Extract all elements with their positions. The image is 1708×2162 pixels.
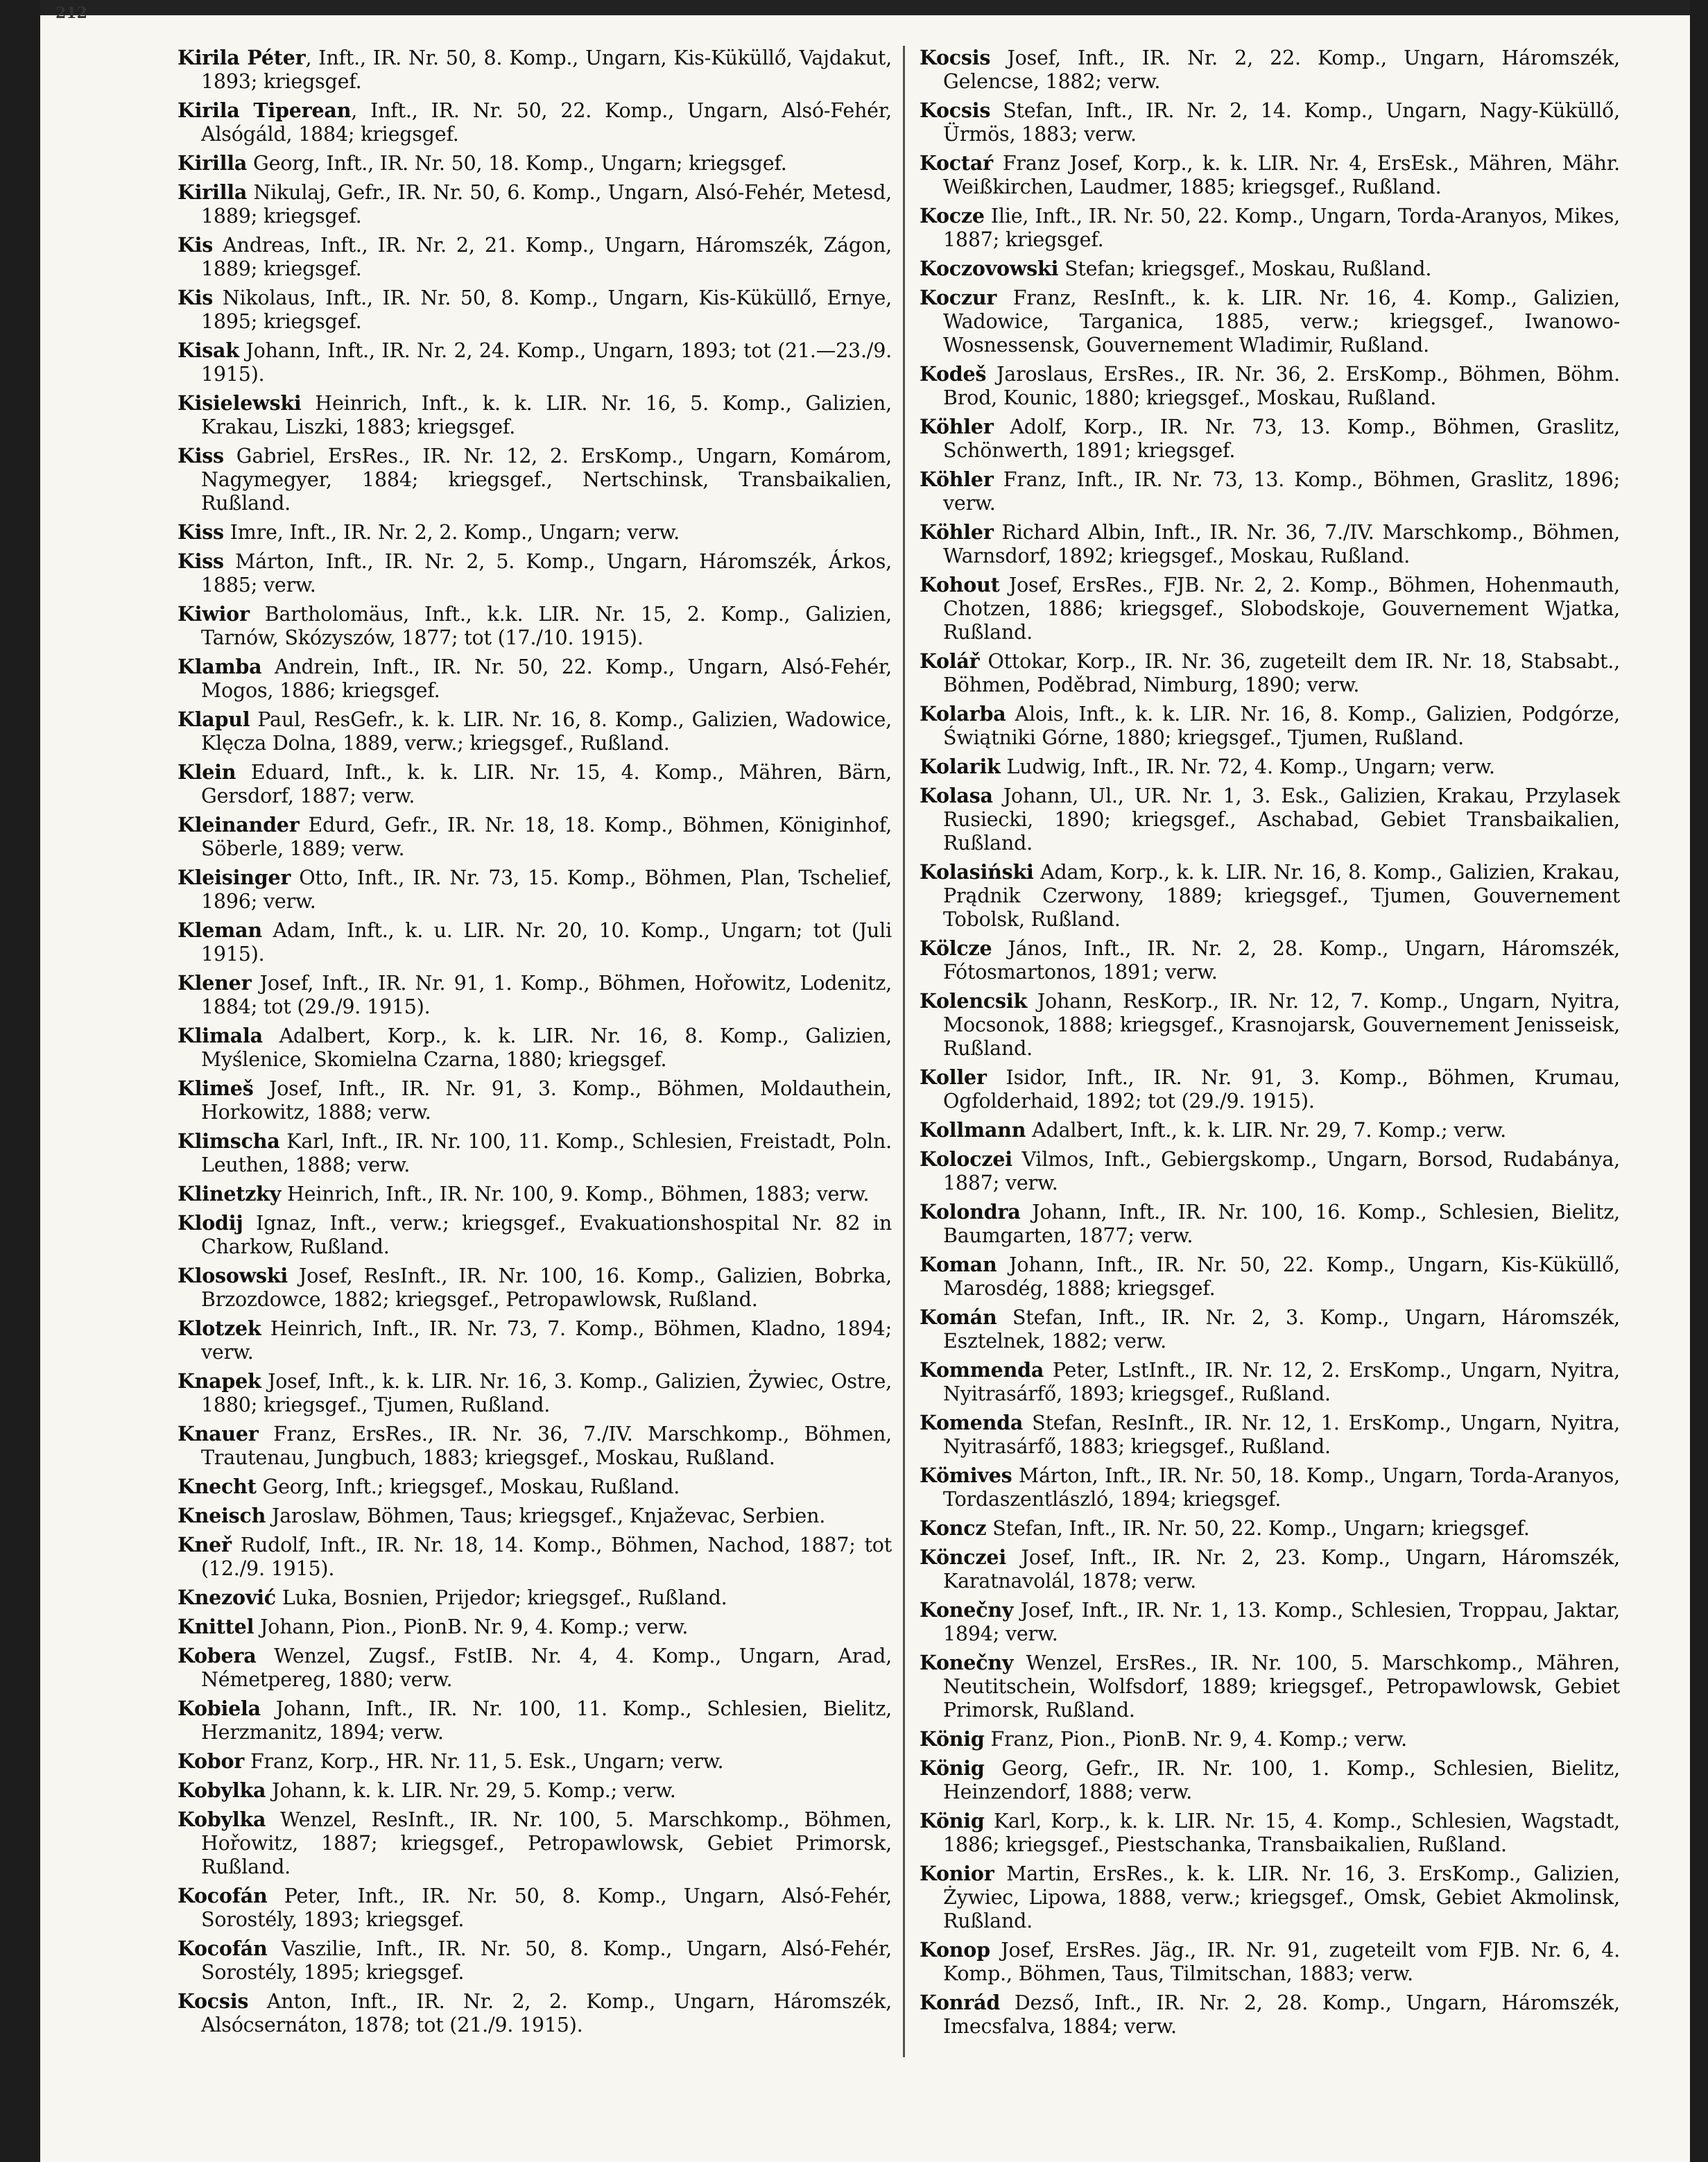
entry-details: Georg, Inft., IR. Nr. 50, 18. Komp., Ungarn; kriegsgef.	[247, 152, 787, 175]
entry-details: Nikolaus, Inft., IR. Nr. 50, 8. Komp., Ungarn, Kis-Küküllő, Ernye, 1895; kriegsgef.	[201, 286, 892, 333]
entry-surname: Kohout	[920, 573, 1000, 597]
entry-surname: Klodij	[178, 1211, 243, 1235]
list-item	[178, 1129, 892, 1177]
entry-surname: Konečny	[920, 1598, 1014, 1622]
list-item	[920, 755, 1620, 779]
entry-surname: Kirilla	[178, 151, 248, 175]
entry-surname: Kocsis	[920, 46, 991, 69]
entry-details: Josef, ResInft., IR. Nr. 100, 16. Komp., Galizien, Bobrka, Brzozdowce, 1882; kriegsgef., Petropawlowsk, Rußland.	[201, 1264, 892, 1311]
list-item	[920, 1809, 1620, 1857]
entry-details: Georg, Gefr., IR. Nr. 100, 1. Komp., Schlesien, Bielitz, Heinzendorf, 1888; verw.	[943, 1757, 1620, 1803]
entry-surname: Kocofán	[178, 1937, 268, 1960]
entry-details: Nikulaj, Gefr., IR. Nr. 50, 6. Komp., Ungarn, Alsó-Fehér, Metesd, 1889; kriegsgef.	[201, 181, 892, 228]
list-item	[920, 362, 1620, 410]
list-item	[920, 860, 1620, 932]
entry-details: Georg, Inft.; kriegsgef., Moskau, Rußland.	[256, 1475, 680, 1498]
entry-surname: Knauer	[178, 1422, 259, 1445]
entry-surname: Konečny	[920, 1651, 1014, 1674]
entry-surname: Kleman	[178, 918, 262, 942]
list-item	[178, 338, 892, 386]
list-item	[920, 151, 1620, 199]
entry-surname: Koczur	[920, 286, 997, 309]
entry-surname: Koller	[920, 1065, 987, 1089]
list-item	[178, 1778, 892, 1803]
list-item	[920, 1598, 1620, 1646]
entry-surname: Kobor	[178, 1749, 245, 1773]
list-item	[920, 1464, 1620, 1511]
entry-details: Heinrich, Inft., k. k. LIR. Nr. 16, 5. Komp., Galizien, Krakau, Liszki, 1883; kriegsgef.	[201, 392, 892, 438]
entry-surname: Konrád	[920, 1991, 1001, 2014]
entry-details: Heinrich, Inft., IR. Nr. 100, 9. Komp., Böhmen, 1883; verw.	[281, 1183, 870, 1206]
entry-surname: Kiss	[178, 549, 224, 573]
list-item	[920, 1065, 1620, 1113]
entry-details: Dezső, Inft., IR. Nr. 2, 28. Komp., Ungarn, Háromszék, Imecsfalva, 1884; verw.	[943, 1991, 1620, 2038]
list-item	[920, 1358, 1620, 1406]
entry-surname: Kobera	[178, 1644, 257, 1667]
list-item	[178, 866, 892, 913]
entry-surname: Koctaŕ	[920, 151, 993, 175]
list-item	[178, 1369, 892, 1417]
entry-surname: Kolarba	[920, 702, 1006, 726]
list-item	[920, 257, 1620, 281]
entry-surname: Klener	[178, 971, 252, 995]
entry-details: Peter, Inft., IR. Nr. 50, 8. Komp., Ungarn, Alsó-Fehér, Sorostély, 1893; kriegsgef.	[201, 1885, 892, 1931]
entry-details: Johann, ResKorp., IR. Nr. 12, 7. Komp., Ungarn, Nyitra, Mocsonok, 1888; kriegsgef., Krasnojarsk, Gouvernement Jenisseisk, Rußland.	[943, 990, 1620, 1060]
list-item	[178, 602, 892, 650]
entry-details: Anton, Inft., IR. Nr. 2, 2. Komp., Ungarn, Háromszék, Alsócsernáton, 1878; tot (21./9. 1915).	[201, 1990, 892, 2036]
entry-details: Karl, Korp., k. k. LIR. Nr. 15, 4. Komp., Schlesien, Wagstadt, 1886; kriegsgef., Piestschanka, Transbaikalien, Rußland.	[943, 1810, 1620, 1856]
entry-details: Otto, Inft., IR. Nr. 73, 15. Komp., Böhmen, Plan, Tschelief, 1896; verw.	[201, 866, 892, 913]
entry-surname: Kobylka	[178, 1778, 266, 1802]
entry-details: Johann, Ul., UR. Nr. 1, 3. Esk., Galizien, Krakau, Przylasek Rusiecki, 1890; kriegsgef., Aschabad, Gebiet Transbaikalien, Rußland.	[943, 784, 1620, 855]
entry-details: Wenzel, ResInft., IR. Nr. 100, 5. Marschkomp., Böhmen, Hořowitz, 1887; kriegsgef., Petropawlowsk, Gebiet Primorsk, Rußland.	[201, 1808, 892, 1878]
entry-details: Heinrich, Inft., IR. Nr. 73, 7. Komp., Böhmen, Kladno, 1894; verw.	[201, 1317, 892, 1364]
entry-surname: Kolencsik	[920, 989, 1028, 1013]
entry-details: Martin, ErsRes., k. k. LIR. Nr. 16, 3. ErsKomp., Galizien, Żywiec, Lipowa, 1888, verw.; kriegsgef., Omsk, Gebiet Akmolinsk, Rußland.	[943, 1862, 1620, 1932]
list-item	[178, 1024, 892, 1072]
list-item	[920, 467, 1620, 515]
entry-details: Andreas, Inft., IR. Nr. 2, 21. Komp., Ungarn, Háromszék, Zágon, 1889; kriegsgef.	[201, 234, 892, 280]
entry-details: Vaszilie, Inft., IR. Nr. 50, 8. Komp., Ungarn, Alsó-Fehér, Sorostély, 1895; kriegsgef.	[201, 1937, 892, 1984]
list-item	[178, 1989, 892, 2037]
entry-surname: Kolasiński	[920, 860, 1034, 884]
entry-details: Stefan, Inft., IR. Nr. 50, 22. Komp., Ungarn; kriegsgef.	[986, 1517, 1530, 1540]
list-item	[178, 233, 892, 281]
list-item	[920, 286, 1620, 357]
entry-surname: Klein	[178, 760, 236, 784]
list-item	[178, 286, 892, 334]
entry-surname: Konior	[920, 1862, 994, 1885]
entry-details: Stefan, ResInft., IR. Nr. 12, 1. ErsKomp., Ungarn, Nyitra, Nyitrasárfő, 1883; kriegsgef., Rußland.	[943, 1412, 1620, 1458]
entry-details: Franz, ResInft., k. k. LIR. Nr. 16, 4. Komp., Galizien, Wadowice, Targanica, 1885, verw.; kriegsgef., Iwanowo-Wosnessensk, Gouvernement Wladimir, Rußland.	[943, 286, 1620, 357]
entry-details: Ignaz, Inft., verw.; kriegsgef., Evakuationshospital Nr. 82 in Charkow, Rußland.	[201, 1212, 892, 1258]
entry-details: , Inft., IR. Nr. 50, 22. Komp., Ungarn, Alsó-Fehér, Alsógáld, 1884; kriegsgef.	[201, 99, 892, 146]
entry-details: Adam, Inft., k. u. LIR. Nr. 20, 10. Komp., Ungarn; tot (Juli 1915).	[201, 919, 892, 966]
list-item	[178, 1422, 892, 1470]
entry-surname: Kneř	[178, 1533, 232, 1556]
entry-surname: Koman	[920, 1253, 997, 1276]
list-item	[920, 415, 1620, 463]
entry-details: Josef, Inft., IR. Nr. 91, 1. Komp., Böhmen, Hořowitz, Lodenitz, 1884; tot (29./9. 1915).	[201, 972, 892, 1018]
entry-details: Stefan, Inft., IR. Nr. 2, 14. Komp., Ungarn, Nagy-Küküllő, Ürmös, 1883; verw.	[943, 99, 1620, 146]
entry-details: Stefan; kriegsgef., Moskau, Rußland.	[1058, 257, 1432, 280]
list-item	[178, 46, 892, 94]
list-item	[178, 1316, 892, 1364]
entry-surname: König	[920, 1756, 985, 1780]
entry-surname: Kolondra	[920, 1200, 1021, 1224]
entry-details: Josef, Inft., IR. Nr. 1, 13. Komp., Schlesien, Troppau, Jaktar, 1894; verw.	[943, 1599, 1620, 1645]
list-item	[920, 573, 1620, 644]
entry-surname: Kleinander	[178, 813, 300, 837]
entry-details: Johann, k. k. LIR. Nr. 29, 5. Komp.; verw.	[266, 1779, 676, 1802]
list-item	[178, 549, 892, 597]
list-item	[920, 520, 1620, 568]
list-item	[920, 784, 1620, 855]
entry-surname: Kodeš	[920, 362, 987, 386]
entry-details: Adam, Korp., k. k. LIR. Nr. 16, 8. Komp., Galizien, Krakau, Prądnik Czerwony, 1889; kriegsgef., Tjumen, Gouvernement Tobolsk, Rußland.	[943, 861, 1620, 931]
entry-details: Richard Albin, Inft., IR. Nr. 36, 7./IV. Marschkomp., Böhmen, Warnsdorf, 1892; kriegsgef., Moskau, Rußland.	[943, 521, 1620, 567]
entry-details: Franz, Inft., IR. Nr. 73, 13. Komp., Böhmen, Graslitz, 1896; verw.	[943, 468, 1620, 515]
entry-details: Franz, Pion., PionB. Nr. 9, 4. Komp.; verw.	[984, 1728, 1408, 1751]
list-item	[178, 180, 892, 228]
entry-details: Adalbert, Korp., k. k. LIR. Nr. 16, 8. Komp., Galizien, Myślenice, Skomielna Czarna, 1880; kriegsgef.	[201, 1024, 892, 1071]
entry-surname: Kirila Péter	[178, 46, 306, 69]
entry-surname: Kiwior	[178, 602, 250, 626]
entry-details: Wenzel, ErsRes., IR. Nr. 100, 5. Marschkomp., Mähren, Neutitschein, Wolfsdorf, 1889; kriegsgef., Petropawlowsk, Gebiet Primorsk, Rußland.	[943, 1651, 1620, 1722]
list-item	[178, 1586, 892, 1610]
entry-details: Adolf, Korp., IR. Nr. 73, 13. Komp., Böhmen, Graslitz, Schönwerth, 1891; kriegsgef.	[943, 415, 1620, 462]
entry-details: Luka, Bosnien, Prijedor; kriegsgef., Rußland.	[275, 1586, 727, 1609]
entry-surname: Kirila Tiperean	[178, 98, 352, 122]
list-item	[178, 1808, 892, 1879]
list-item	[178, 444, 892, 515]
entry-surname: Kolasa	[920, 784, 993, 807]
entry-surname: Kolarik	[920, 755, 1001, 778]
list-item	[178, 1475, 892, 1499]
list-item	[178, 1937, 892, 1984]
entry-surname: Konop	[920, 1938, 990, 1962]
scan-border-top	[0, 0, 1708, 15]
entry-surname: Kisielewski	[178, 391, 302, 415]
entry-details: János, Inft., IR. Nr. 2, 28. Komp., Ungarn, Háromszék, Fótosmartonos, 1891; verw.	[943, 937, 1620, 984]
entry-surname: Knezović	[178, 1586, 276, 1609]
entry-details: Johann, Inft., IR. Nr. 50, 22. Komp., Ungarn, Kis-Küküllő, Marosdég, 1888; kriegsgef.	[943, 1253, 1620, 1300]
entry-details: Johann, Inft., IR. Nr. 100, 11. Komp., Schlesien, Bielitz, Herzmanitz, 1894; verw.	[201, 1697, 892, 1744]
entry-details: Edurd, Gefr., IR. Nr. 18, 18. Komp., Böhmen, Königinhof, Söberle, 1889; verw.	[201, 814, 892, 860]
list-item	[178, 1211, 892, 1259]
list-item	[178, 1615, 892, 1639]
list-item	[178, 1076, 892, 1124]
entry-surname: Kölcze	[920, 936, 992, 960]
list-item	[178, 1884, 892, 1932]
entry-surname: Kocofán	[178, 1884, 268, 1907]
list-item	[178, 1182, 892, 1206]
entry-details: Josef, Inft., IR. Nr. 91, 3. Komp., Böhmen, Moldauthein, Horkowitz, 1888; verw.	[201, 1077, 892, 1124]
entry-details: Paul, ResGefr., k. k. LIR. Nr. 16, 8. Komp., Galizien, Wadowice, Klęcza Dolna, 1889, verw.; kriegsgef., Rußland.	[201, 708, 892, 755]
entry-details: Josef, Inft., k. k. LIR. Nr. 16, 3. Komp., Galizien, Żywiec, Ostre, 1880; kriegsgef., Tjumen, Rußland.	[201, 1370, 892, 1416]
entry-surname: Kiss	[178, 444, 224, 467]
entry-details: Adalbert, Inft., k. k. LIR. Nr. 29, 7. Komp.; verw.	[1026, 1119, 1507, 1142]
entry-details: Andrein, Inft., IR. Nr. 50, 22. Komp., Ungarn, Alsó-Fehér, Mogos, 1886; kriegsgef.	[201, 655, 892, 702]
list-item	[920, 1756, 1620, 1804]
list-item	[178, 707, 892, 755]
entry-details: Stefan, Inft., IR. Nr. 2, 3. Komp., Ungarn, Háromszék, Esztelnek, 1882; verw.	[943, 1306, 1620, 1353]
list-item	[920, 204, 1620, 252]
entry-surname: Kollmann	[920, 1118, 1026, 1142]
list-item	[178, 1697, 892, 1744]
entry-details: Rudolf, Inft., IR. Nr. 18, 14. Komp., Böhmen, Nachod, 1887; tot (12./9. 1915).	[201, 1534, 892, 1580]
entry-surname: Klotzek	[178, 1316, 261, 1340]
entry-surname: Knapek	[178, 1369, 261, 1393]
list-item	[920, 1516, 1620, 1541]
list-item	[920, 1727, 1620, 1751]
entry-surname: Klimeš	[178, 1076, 254, 1100]
entry-surname: Könczei	[920, 1545, 1006, 1569]
list-item	[920, 1147, 1620, 1195]
list-item	[920, 649, 1620, 697]
entry-surname: Kleisinger	[178, 866, 291, 889]
entry-surname: Köhler	[920, 415, 994, 438]
entry-surname: Koncz	[920, 1516, 987, 1540]
list-item	[178, 98, 892, 146]
entry-details: Alois, Inft., k. k. LIR. Nr. 16, 8. Komp., Galizien, Podgórze, Świątniki Górne, 1880; kriegsgef., Tjumen, Rußland.	[943, 703, 1620, 749]
entry-surname: Klapul	[178, 707, 250, 731]
entry-details: , Inft., IR. Nr. 50, 8. Komp., Ungarn, Kis-Küküllő, Vajdakut, 1893; kriegsgef.	[201, 46, 892, 93]
entry-surname: Klamba	[178, 655, 262, 678]
list-item	[920, 98, 1620, 146]
entry-surname: Klinetzky	[178, 1182, 282, 1206]
list-item	[178, 918, 892, 966]
list-item	[920, 1545, 1620, 1593]
entry-surname: Kirilla	[178, 180, 248, 204]
entry-surname: Kis	[178, 286, 214, 309]
list-item	[920, 1862, 1620, 1933]
page-marker: 212	[55, 4, 87, 22]
entry-details: Márton, Inft., IR. Nr. 50, 18. Komp., Ungarn, Torda-Aranyos, Tordaszentlászló, 1894; kriegsgef.	[943, 1464, 1620, 1511]
entry-surname: Klosowski	[178, 1264, 288, 1287]
list-item	[178, 1533, 892, 1581]
list-item	[920, 702, 1620, 750]
entry-surname: Kocze	[920, 204, 985, 228]
entry-surname: Kisak	[178, 338, 239, 362]
scan-border-left	[0, 0, 40, 2162]
list-item	[178, 760, 892, 808]
entry-details: Wenzel, Zugsf., FstIB. Nr. 4, 4. Komp., Ungarn, Arad, Németpereg, 1880; verw.	[201, 1645, 892, 1691]
list-item	[920, 1305, 1620, 1353]
list-item	[178, 971, 892, 1019]
entry-details: Josef, Inft., IR. Nr. 2, 22. Komp., Ungarn, Háromszék, Gelencse, 1882; verw.	[943, 46, 1620, 93]
entry-surname: Kobylka	[178, 1808, 266, 1831]
list-item	[920, 936, 1620, 984]
list-item	[920, 46, 1620, 94]
entry-details: Jaroslaw, Böhmen, Taus; kriegsgef., Knjaževac, Serbien.	[266, 1504, 826, 1527]
entry-details: Franz Josef, Korp., k. k. LIR. Nr. 4, ErsEsk., Mähren, Mähr. Weißkirchen, Laudmer, 1885; kriegsgef., Rußland.	[943, 152, 1620, 198]
entry-details: Ottokar, Korp., IR. Nr. 36, zugeteilt dem IR. Nr. 18, Stabsabt., Böhmen, Poděbrad, Nimburg, 1890; verw.	[943, 650, 1620, 696]
entry-surname: Kiss	[178, 520, 224, 544]
list-item	[178, 520, 892, 544]
entry-details: Vilmos, Inft., Gebiergskomp., Ungarn, Borsod, Rudabánya, 1887; verw.	[943, 1148, 1620, 1194]
list-item	[178, 655, 892, 703]
entry-surname: Kobiela	[178, 1697, 261, 1720]
entry-details: Márton, Inft., IR. Nr. 2, 5. Komp., Ungarn, Háromszék, Árkos, 1885; verw.	[201, 550, 892, 597]
entry-surname: Klimala	[178, 1024, 263, 1047]
entry-details: Josef, ErsRes., FJB. Nr. 2, 2. Komp., Böhmen, Hohenmauth, Chotzen, 1886; kriegsgef., Slobodskoje, Gouvernement Wjatka, Rußland.	[943, 574, 1620, 644]
list-item	[178, 1644, 892, 1692]
entry-details: Ilie, Inft., IR. Nr. 50, 22. Komp., Ungarn, Torda-Aranyos, Mikes, 1887; kriegsgef.	[943, 205, 1620, 251]
entry-details: Ludwig, Inft., IR. Nr. 72, 4. Komp., Ungarn; verw.	[1000, 755, 1495, 778]
list-item	[920, 989, 1620, 1061]
entry-surname: Kommenda	[920, 1358, 1044, 1382]
entry-details: Karl, Inft., IR. Nr. 100, 11. Komp., Schlesien, Freistadt, Poln. Leuthen, 1888; verw.	[201, 1130, 892, 1176]
entry-details: Franz, Korp., HR. Nr. 11, 5. Esk., Ungarn; verw.	[244, 1750, 724, 1773]
entry-details: Isidor, Inft., IR. Nr. 91, 3. Komp., Böhmen, Krumau, Ogfolderhaid, 1892; tot (29./9. 1915).	[943, 1066, 1620, 1113]
entry-details: Bartholomäus, Inft., k.k. LIR. Nr. 15, 2. Komp., Galizien, Tarnów, Skózyszów, 1877; tot (17./10. 1915).	[201, 603, 892, 649]
list-item	[920, 1253, 1620, 1301]
entry-surname: Koloczei	[920, 1147, 1012, 1171]
list-item	[920, 1200, 1620, 1248]
entry-details: Imre, Inft., IR. Nr. 2, 2. Komp., Ungarn; verw.	[223, 521, 680, 544]
entry-details: Josef, ErsRes. Jäg., IR. Nr. 91, zugeteilt vom FJB. Nr. 6, 4. Komp., Böhmen, Taus, Tilmitschan, 1883; verw.	[943, 1939, 1620, 1985]
entry-surname: Koczovowski	[920, 257, 1059, 280]
list-item	[178, 1504, 892, 1528]
entry-details: Jaroslaus, ErsRes., IR. Nr. 36, 2. ErsKomp., Böhmen, Böhm. Brod, Kounic, 1880; kriegsgef., Moskau, Rußland.	[943, 363, 1620, 409]
entry-details: Franz, ErsRes., IR. Nr. 36, 7./IV. Marschkomp., Böhmen, Trautenau, Jungbuch, 1883; kriegsgef., Moskau, Rußland.	[201, 1423, 892, 1469]
entry-surname: Kömives	[920, 1464, 1012, 1487]
entry-surname: Knecht	[178, 1475, 257, 1498]
entry-details: Eduard, Inft., k. k. LIR. Nr. 15, 4. Komp., Mähren, Bärn, Gersdorf, 1887; verw.	[201, 761, 892, 807]
entry-surname: Klimscha	[178, 1129, 280, 1153]
entry-surname: Kneisch	[178, 1504, 266, 1527]
list-item	[178, 391, 892, 439]
entry-details: Johann, Inft., IR. Nr. 100, 16. Komp., Schlesien, Bielitz, Baumgarten, 1877; verw.	[943, 1201, 1620, 1247]
entry-surname: Kocsis	[178, 1989, 249, 2013]
entry-surname: Komenda	[920, 1411, 1024, 1434]
entry-surname: König	[920, 1727, 985, 1751]
entry-surname: Knittel	[178, 1615, 255, 1638]
list-item	[178, 151, 892, 175]
entry-surname: Komán	[920, 1305, 997, 1329]
list-item	[920, 1411, 1620, 1459]
entry-details: Peter, LstInft., IR. Nr. 12, 2. ErsKomp., Ungarn, Nyitra, Nyitrasárfő, 1893; kriegsgef., Rußland.	[943, 1359, 1620, 1405]
entry-details: Johann, Pion., PionB. Nr. 9, 4. Komp.; verw.	[254, 1615, 689, 1638]
entry-details: Josef, Inft., IR. Nr. 2, 23. Komp., Ungarn, Háromszék, Karatnavolál, 1878; verw.	[943, 1546, 1620, 1593]
entry-surname: Köhler	[920, 467, 994, 491]
entry-surname: Kocsis	[920, 98, 991, 122]
left-column	[178, 46, 892, 2042]
list-item	[920, 1118, 1620, 1142]
list-item	[178, 1749, 892, 1774]
list-item	[920, 1938, 1620, 1986]
right-column	[920, 46, 1620, 2043]
list-item	[178, 1264, 892, 1312]
entry-surname: König	[920, 1809, 985, 1833]
entry-details: Gabriel, ErsRes., IR. Nr. 12, 2. ErsKomp., Ungarn, Komárom, Nagymegyer, 1884; kriegsgef., Nertschinsk, Transbaikalien, Rußland.	[201, 445, 892, 515]
list-item	[920, 1651, 1620, 1722]
scan-border-right	[1690, 0, 1708, 2162]
entry-details: Johann, Inft., IR. Nr. 2, 24. Komp., Ungarn, 1893; tot (21.—23./9. 1915).	[201, 339, 892, 386]
list-item	[920, 1991, 1620, 2039]
entry-surname: Köhler	[920, 520, 994, 544]
entry-surname: Kolář	[920, 649, 980, 673]
entry-surname: Kis	[178, 233, 214, 257]
list-item	[178, 813, 892, 861]
column-divider	[903, 46, 905, 2057]
